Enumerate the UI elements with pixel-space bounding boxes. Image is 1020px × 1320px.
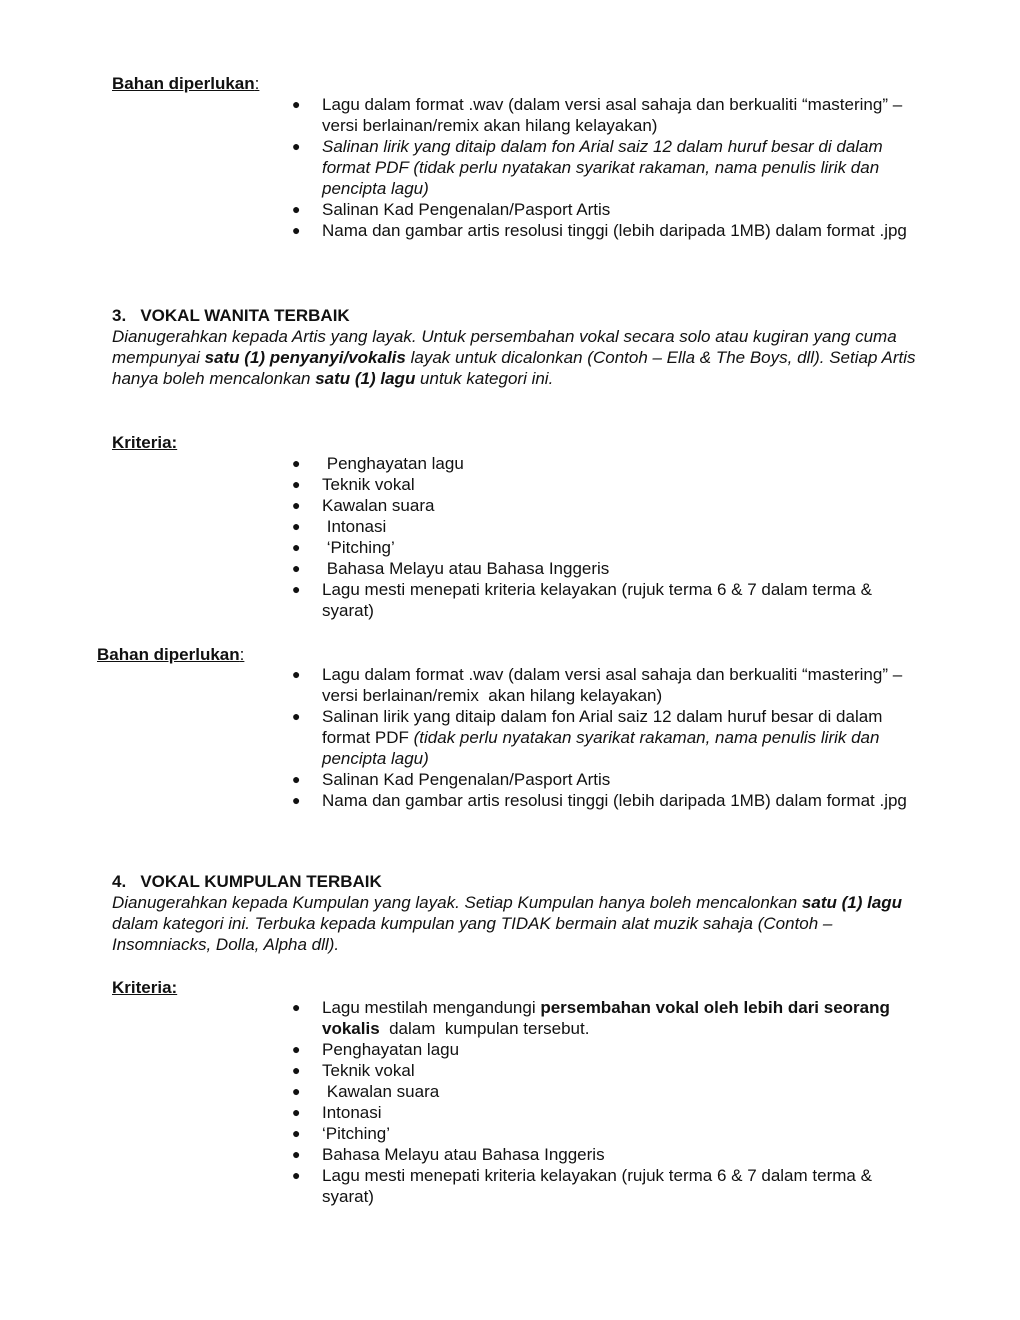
section-description: Dianugerahkan kepada Artis yang layak. Untuk persembahan vokal secara solo atau kugiran yang cuma mempunyai satu (1) penyanyi/vokalis layak untuk dicalonkan (Contoh – Ella & The Boys, dll). Setiap Artis hanya boleh mencalonkan satu (1) lagu untuk kategori ini. <box>112 327 916 388</box>
list-item: ● Kawalan suara <box>292 1082 440 1101</box>
list-item: ● Penghayatan lagu <box>292 454 464 473</box>
list-item: ● Bahasa Melayu atau Bahasa Inggeris <box>292 559 610 578</box>
materials-list <box>292 664 924 811</box>
criteria-list <box>292 453 924 621</box>
bullet-icon: ● <box>292 1062 301 1078</box>
list-item: ● Lagu dalam format .wav (dalam versi asal sahaja dan berkualiti “mastering” – versi berlainan/remix akan hilang kelayakan) <box>292 95 903 135</box>
section-title: 4. VOKAL KUMPULAN TERBAIK <box>112 872 382 891</box>
materials-label: Bahan diperlukan: <box>97 645 245 664</box>
bullet-icon: ● <box>292 455 301 471</box>
criteria-label: Kriteria: <box>112 978 178 997</box>
bullet-icon: ● <box>292 999 301 1015</box>
bullet-icon: ● <box>292 581 301 597</box>
list-item: ● Lagu mesti menepati kriteria kelayakan (rujuk terma 6 & 7 dalam terma & syarat) <box>292 1166 877 1206</box>
bullet-icon: ● <box>292 1167 301 1183</box>
bullet-icon: ● <box>292 476 301 492</box>
bullet-icon: ● <box>292 666 301 682</box>
criteria-list <box>292 997 900 1207</box>
bullet-icon: ● <box>292 771 301 787</box>
materials-list <box>292 94 924 241</box>
bullet-icon: ● <box>292 1146 301 1162</box>
bullet-icon: ● <box>292 708 301 724</box>
criteria-label: Kriteria: <box>112 433 178 452</box>
list-item: ● Nama dan gambar artis resolusi tinggi (lebih daripada 1MB) dalam format .jpg <box>292 221 907 240</box>
list-item: ● Lagu mesti menepati kriteria kelayakan (rujuk terma 6 & 7 dalam terma & syarat) <box>292 580 877 620</box>
list-item: ● Teknik vokal <box>292 475 415 494</box>
list-item: ● Penghayatan lagu <box>292 1040 460 1059</box>
bullet-icon: ● <box>292 96 301 112</box>
list-item: ● ‘Pitching’ <box>292 1124 391 1143</box>
bullet-icon: ● <box>292 792 301 808</box>
bullet-icon: ● <box>292 1125 301 1141</box>
list-item: ● Lagu dalam format .wav (dalam versi asal sahaja dan berkualiti “mastering” – versi berlainan/remix akan hilang kelayakan) <box>292 665 907 705</box>
list-item: ● Salinan Kad Pengenalan/Pasport Artis <box>292 770 611 789</box>
bullet-icon: ● <box>292 497 301 513</box>
list-item: ● Salinan Kad Pengenalan/Pasport Artis <box>292 200 611 219</box>
bullet-icon: ● <box>292 1083 301 1099</box>
list-item: ● Teknik vokal <box>292 1061 415 1080</box>
materials-label: Bahan diperlukan: <box>112 74 260 93</box>
list-item: ● Salinan lirik yang ditaip dalam fon Arial saiz 12 dalam huruf besar di dalam format PDF (tidak perlu nyatakan syarikat rakaman, nama penulis lirik dan pencipta lagu) <box>292 707 883 768</box>
bullet-icon: ● <box>292 1104 301 1120</box>
bullet-icon: ● <box>292 222 301 238</box>
list-item: ● Kawalan suara <box>292 496 435 515</box>
list-item: ● Salinan lirik yang ditaip dalam fon Arial saiz 12 dalam huruf besar di dalam format PDF (tidak perlu nyatakan syarikat rakaman, nama penulis lirik dan pencipta lagu) <box>292 137 883 198</box>
section-description: Dianugerahkan kepada Kumpulan yang layak. Setiap Kumpulan hanya boleh mencalonkan satu (1) lagu dalam kategori ini. Terbuka kepada kumpulan yang TIDAK bermain alat muzik sahaja (Contoh – Insomniacks, Dolla, Alpha dll). <box>112 893 903 954</box>
list-item: ● ‘Pitching’ <box>292 538 395 557</box>
section-title: 3. VOKAL WANITA TERBAIK <box>112 306 350 325</box>
bullet-icon: ● <box>292 138 301 154</box>
bullet-icon: ● <box>292 539 301 555</box>
list-item: ● Intonasi <box>292 1103 382 1122</box>
bullet-icon: ● <box>292 201 301 217</box>
list-item: ● Nama dan gambar artis resolusi tinggi (lebih daripada 1MB) dalam format .jpg <box>292 791 907 810</box>
bullet-icon: ● <box>292 518 301 534</box>
bullet-icon: ● <box>292 560 301 576</box>
list-item: ● Bahasa Melayu atau Bahasa Inggeris <box>292 1145 605 1164</box>
list-item: ● Lagu mestilah mengandungi persembahan vokal oleh lebih dari seorang vokalis dalam kumpulan tersebut. <box>292 998 900 1038</box>
list-item: ● Intonasi <box>292 517 387 536</box>
bullet-icon: ● <box>292 1041 301 1057</box>
